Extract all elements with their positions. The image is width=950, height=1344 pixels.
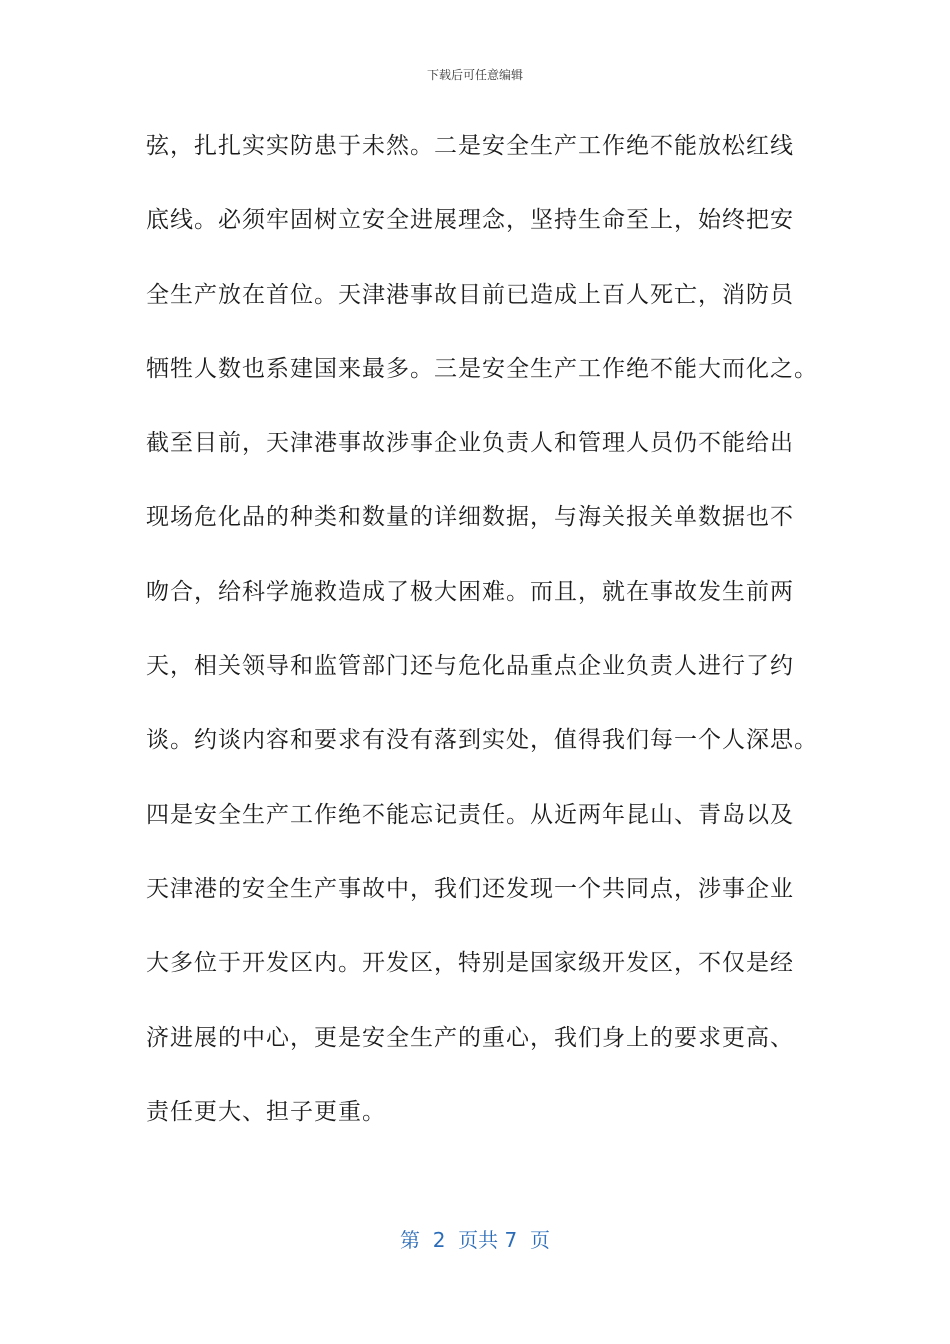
body-line: 大多位于开发区内。开发区，特别是国家级开发区，不仅是经 (146, 950, 794, 977)
body-line: 截至目前，天津港事故涉事企业负责人和管理人员仍不能给出 (146, 430, 794, 457)
page-number-footer: 第 2 页共 7 页 (400, 1228, 550, 1252)
body-line: 底线。必须牢固树立安全进展理念，坚持生命至上，始终把安 (146, 207, 794, 234)
body-line: 四是安全生产工作绝不能忘记责任。从近两年昆山、青岛以及 (146, 801, 794, 828)
body-line: 全生产放在首位。天津港事故目前已造成上百人死亡，消防员 (146, 281, 794, 308)
body-line: 天，相关领导和监管部门还与危化品重点企业负责人进行了约 (146, 653, 794, 680)
body-line: 吻合，给科学施救造成了极大困难。而且，就在事故发生前两 (146, 578, 794, 605)
body-line: 谈。约谈内容和要求有没有落到实处，值得我们每一个人深思。 (146, 727, 818, 754)
document-body (146, 126, 826, 1166)
header-note: 下载后可任意编辑 (426, 68, 523, 82)
body-line: 济进展的中心，更是安全生产的重心，我们身上的要求更高、 (146, 1024, 794, 1051)
body-line: 弦，扎扎实实防患于未然。二是安全生产工作绝不能放松红线 (146, 133, 794, 159)
body-line: 天津港的安全生产事故中，我们还发现一个共同点，涉事企业 (146, 875, 794, 902)
body-line: 责任更大、担子更重。 (146, 1098, 386, 1125)
body-line: 现场危化品的种类和数量的详细数据，与海关报关单数据也不 (146, 504, 794, 531)
body-line: 牺牲人数也系建国来最多。三是安全生产工作绝不能大而化之。 (146, 355, 818, 382)
